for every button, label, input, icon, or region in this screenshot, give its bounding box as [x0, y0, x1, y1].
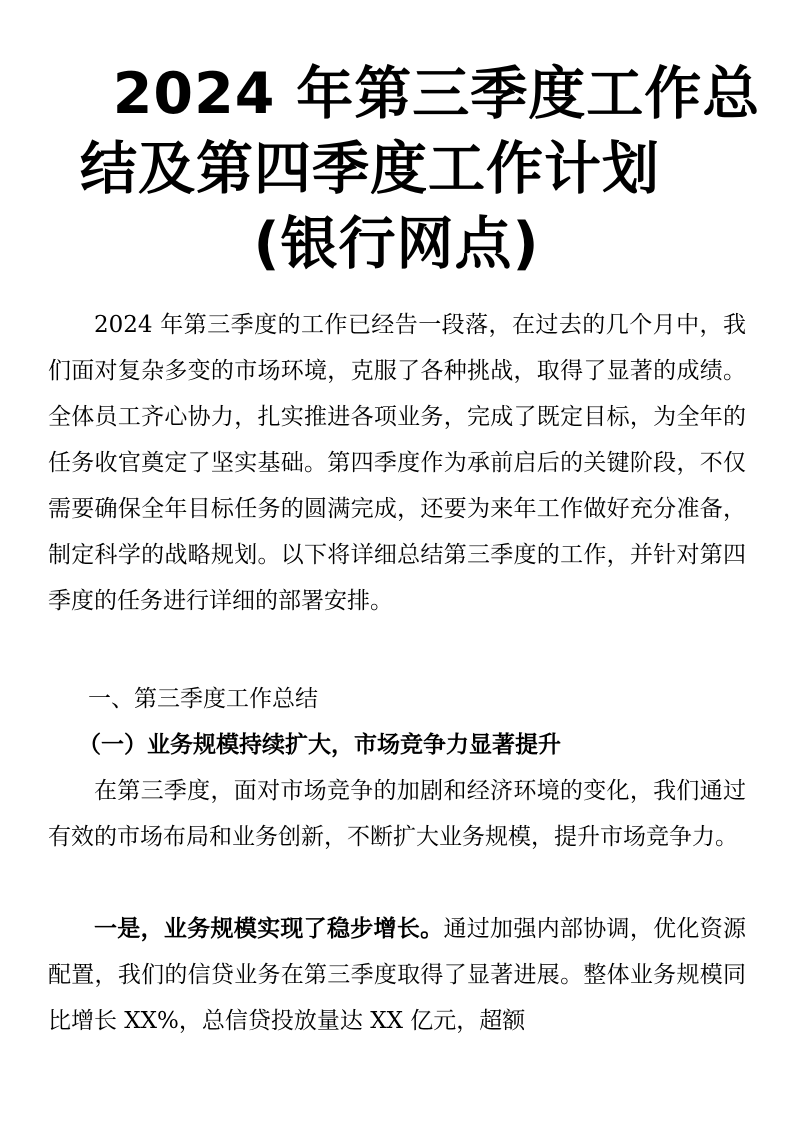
- section-heading-1: 一、第三季度工作总结: [88, 686, 318, 712]
- document-title-line-1: 2024 年第三季度工作总: [112, 61, 761, 127]
- point-paragraph: [48, 906, 746, 1044]
- document-title-line-2: 结及第四季度工作计划: [80, 136, 660, 202]
- point-paragraph-block: [48, 906, 746, 1044]
- point-lead: 一是，业务规模实现了稳步增长。: [94, 916, 444, 942]
- subsection-paragraph: 在第三季度，面对市场竞争的加剧和经济环境的变化，我们通过有效的市场布局和业务创新，不断扩大业务规模，提升市场竞争力。: [48, 778, 746, 850]
- subsection-paragraph-block: [48, 768, 746, 906]
- intro-paragraph: 2024 年第三季度的工作已经告一段落，在过去的几个月中，我们面对复杂多变的市场环境，克服了各种挑战，取得了显著的成绩。全体员工齐心协力，扎实推进各项业务，完成了既定目标，为全年的任务收官奠定了坚实基础。第四季度作为承前启后的关键阶段，不仅需要确保全年目标任务的圆满完成，还要为来年工作做好充分准备，制定科学的战略规划。以下将详细总结第三季度的工作，并针对第四季度的任务进行详细的部署安排。: [48, 312, 746, 614]
- point-text: 通过加强内部协调，优化资源配置，我们的信贷业务在第三季度取得了显著进展。整体业务规模同比增长 XX%，总信贷投放量达 XX 亿元，超额: [48, 916, 747, 1034]
- document-title-line-3: (银行网点): [253, 211, 540, 277]
- subsection-heading-1: （一）业务规模持续扩大，市场竞争力显著提升: [78, 732, 561, 758]
- intro-paragraph-block: [48, 302, 746, 672]
